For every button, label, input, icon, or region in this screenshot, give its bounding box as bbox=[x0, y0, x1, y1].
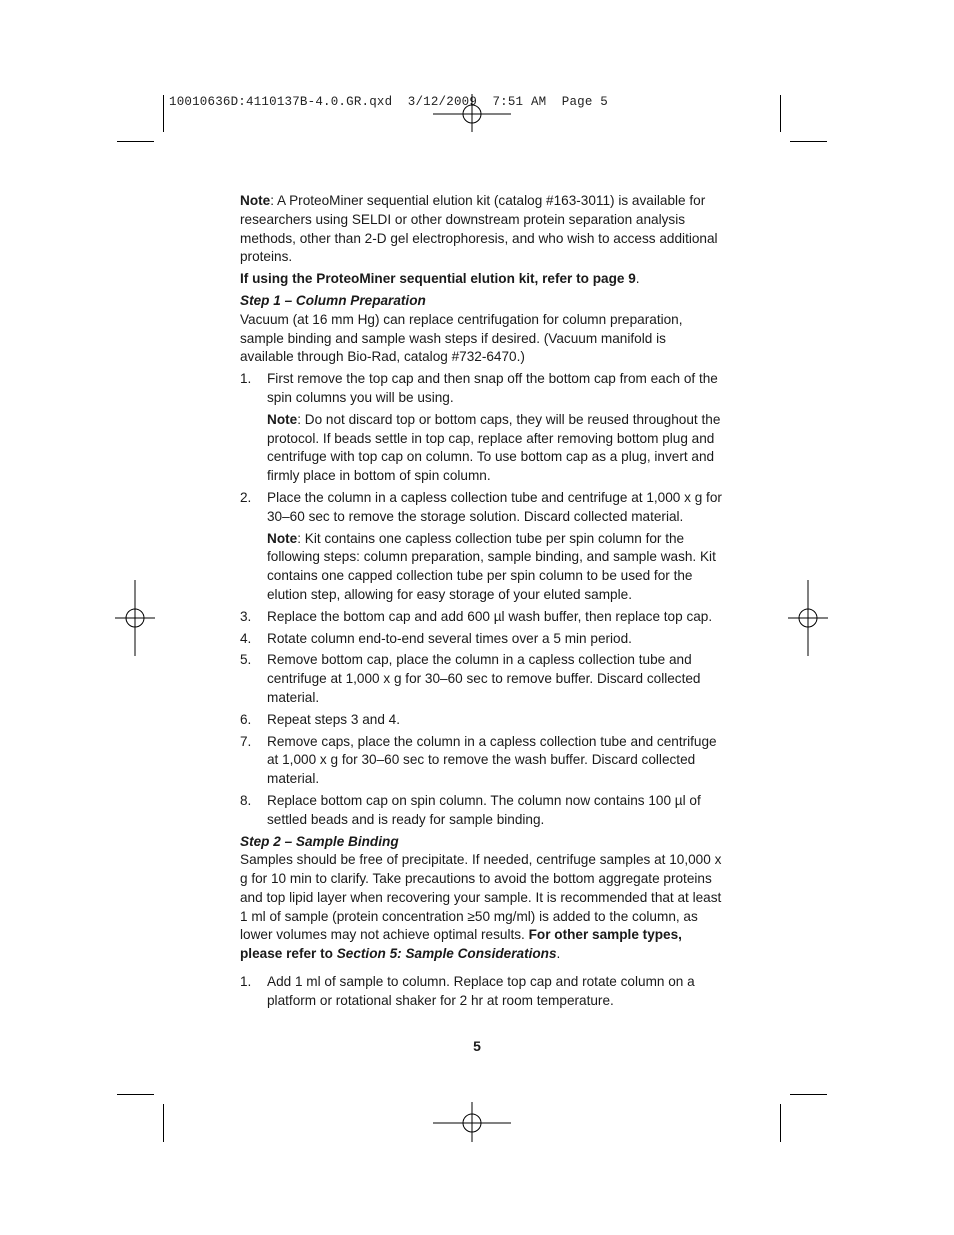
list-item bbox=[240, 792, 722, 830]
list-item-number: 1. bbox=[240, 371, 252, 387]
list-item bbox=[240, 711, 722, 730]
crop-mark-bottom-left-vertical bbox=[163, 1104, 164, 1142]
step2-intro: Samples should be free of precipitate. If needed, centrifuge samples at 10,000 x g for 10 min to clarify. Take precautions to avoid the bottom aggregate proteins and top lipid layer when recovering your sample. It is recommended that at least 1 ml of sample (protein concentration ≥50 mg/ml) is added to the column, as lower volumes may not achieve optimal results. For other sample types, please refer to Section 5: Sample Considerations. bbox=[240, 852, 722, 962]
list-item-text: Repeat steps 3 and 4. bbox=[267, 711, 401, 727]
note-label: Note bbox=[240, 193, 271, 208]
page-content bbox=[240, 192, 722, 1011]
list-item-text: First remove the top cap and then snap off the bottom cap from each of the spin columns you will be using. bbox=[267, 371, 718, 405]
list-item-text: Add 1 ml of sample to column. Replace top cap and rotate column on a platform or rotational shaker for 2 hr at room temperature. bbox=[267, 974, 695, 1008]
crop-mark-bottom-right-vertical bbox=[780, 1104, 781, 1142]
intro-note bbox=[240, 192, 722, 267]
list-item-number: 8. bbox=[240, 792, 252, 808]
registration-mark-right bbox=[788, 580, 828, 656]
step2-reference-section: Section 5: Sample Considerations bbox=[336, 946, 557, 962]
list-item bbox=[240, 973, 722, 1011]
step2-list bbox=[240, 973, 722, 1011]
list-item-number: 7. bbox=[240, 733, 252, 749]
list-item-number: 1. bbox=[240, 974, 252, 990]
list-item bbox=[240, 630, 722, 649]
list-item-text: Replace the bottom cap and add 600 µl wash buffer, then replace top cap. bbox=[267, 608, 713, 624]
registration-mark-top bbox=[432, 94, 512, 134]
list-item-number: 6. bbox=[240, 711, 252, 727]
note-text: : A ProteoMiner sequential elution kit (catalog #163-3011) is available for researchers using SELDI or other downstream protein separation analysis methods, other than 2-D gel electrophoresis, and who wish to access additional proteins. bbox=[240, 193, 718, 265]
crop-mark-top-left-horizontal bbox=[117, 141, 154, 142]
list-item-number: 3. bbox=[240, 608, 252, 624]
list-item-number: 4. bbox=[240, 630, 252, 646]
step2-reference: For other sample types, please refer to bbox=[240, 927, 682, 962]
list-item bbox=[240, 370, 722, 486]
list-item bbox=[240, 608, 722, 627]
step2-heading: Step 2 – Sample Binding bbox=[240, 833, 399, 849]
step1-note-caps: Note: Do not discard top or bottom caps, they will be reused throughout the protocol. If beads settle in top cap, replace after removing bottom plug and centrifuge with top cap on column. To use bottom cap as a plug, invert and firmly place in bottom of spin column. bbox=[267, 411, 721, 484]
crop-mark-top-right-vertical bbox=[780, 95, 781, 132]
list-item-number: 5. bbox=[240, 652, 252, 668]
step1-heading: Step 1 – Column Preparation bbox=[240, 292, 426, 308]
registration-mark-bottom bbox=[432, 1102, 512, 1142]
list-item bbox=[240, 489, 722, 605]
list-item bbox=[240, 651, 722, 707]
kit-reference: If using the ProteoMiner sequential elution kit, refer to page 9. bbox=[240, 271, 640, 287]
crop-mark-bottom-left-horizontal bbox=[117, 1094, 154, 1095]
list-item bbox=[240, 733, 722, 789]
list-item-text: Rotate column end-to-end several times over a 5 min period. bbox=[267, 630, 632, 646]
list-item-text: Place the column in a capless collection tube and centrifuge at 1,000 x g for 30–60 sec to remove the storage solution. Discard collected material. bbox=[267, 489, 722, 524]
printer-slug: 10010636D:4110137B-4.0.GR.qxd 3/12/2009 7:51 AM Page 5 bbox=[169, 95, 608, 109]
crop-mark-top-left-vertical bbox=[163, 95, 164, 132]
step1-list bbox=[240, 370, 722, 829]
list-item-number: 2. bbox=[240, 489, 252, 505]
step1-note-tubes: Note: Kit contains one capless collection tube per spin column for the following steps: column preparation, sample binding, and sample wash. Kit contains one capped collection tube per spin column to be used for the elution step, allowing for easy storage of your eluted sample. bbox=[267, 530, 716, 602]
registration-mark-left bbox=[115, 580, 155, 656]
step1-intro: Vacuum (at 16 mm Hg) can replace centrifugation for column preparation, sample binding and sample wash steps if desired. (Vacuum manifold is available through Bio-Rad, catalog #732-6470.) bbox=[240, 311, 683, 365]
page-number: 5 bbox=[473, 1038, 481, 1054]
kit-reference-text: If using the ProteoMiner sequential elution kit, refer to page 9 bbox=[240, 271, 636, 287]
list-item-text: Remove bottom cap, place the column in a capless collection tube and centrifuge at 1,000 x g for 30–60 sec to remove buffer. Discard collected material. bbox=[267, 652, 701, 705]
list-item-text: Replace bottom cap on spin column. The column now contains 100 µl of settled beads and is ready for sample binding. bbox=[267, 792, 701, 827]
crop-mark-top-right-horizontal bbox=[790, 141, 827, 142]
list-item-text: Remove caps, place the column in a capless collection tube and centrifuge at 1,000 x g for 30–60 sec to remove the wash buffer. Discard collected material. bbox=[267, 733, 717, 787]
crop-mark-bottom-right-horizontal bbox=[790, 1094, 827, 1095]
